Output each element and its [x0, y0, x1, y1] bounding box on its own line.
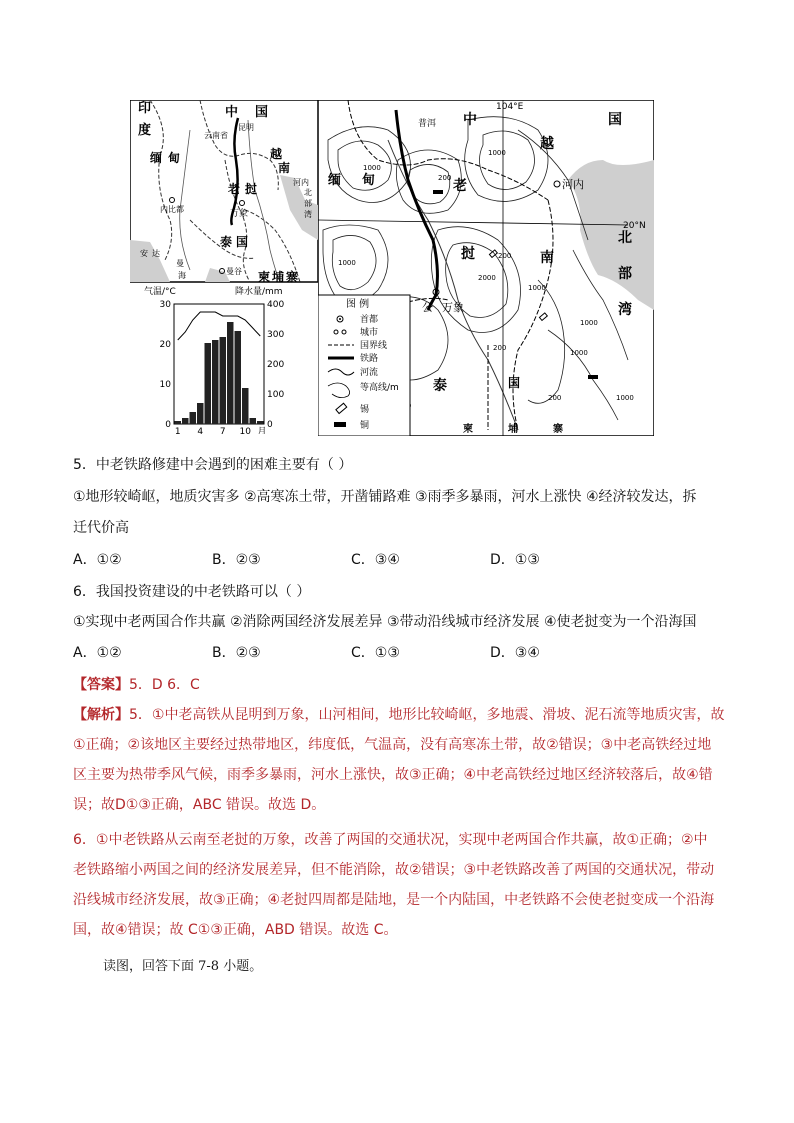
country-label: 泰: [220, 235, 233, 249]
country-label: 埔: [508, 424, 518, 435]
city-label: 河内: [562, 178, 584, 191]
answer-line: [73, 675, 200, 695]
contour-label: 1000: [570, 349, 588, 357]
question-5-options: [73, 550, 629, 570]
contour-label: 1000: [338, 259, 356, 267]
contour-label: 1000: [363, 164, 381, 172]
precip-bar: [205, 343, 212, 424]
left-axis-title: 气温/°C: [144, 287, 176, 297]
x-tick-label: 10: [239, 427, 251, 434]
analysis-label: 【解析】: [73, 707, 129, 723]
city-label: 普洱: [418, 119, 437, 129]
place-label: 海: [178, 271, 186, 280]
legend-item: 首都: [360, 315, 379, 325]
precip-bar: [190, 412, 197, 424]
country-label: 度: [138, 123, 152, 138]
precip-bar: [220, 337, 227, 424]
gulf-label: 北: [618, 230, 632, 246]
country-label: 国: [508, 376, 521, 390]
country-label: 柬: [463, 424, 473, 435]
left-tick-label: 10: [159, 380, 171, 390]
legend-item: 河流: [360, 368, 379, 378]
legend-item: 铜: [360, 421, 370, 431]
place-label: 内比都: [160, 205, 184, 214]
option-c: C．③④: [351, 552, 400, 568]
x-tick-label: 4: [197, 427, 204, 434]
place-label: 湾: [304, 210, 312, 219]
legend-copper-symbol: [334, 422, 346, 427]
place-label: 曼谷: [226, 267, 242, 276]
option-c: C．①③: [351, 645, 400, 661]
country-label: 越: [540, 136, 554, 152]
x-tick-label: 7: [219, 427, 226, 434]
analysis-text: 5．①中老高铁从昆明到万象，山河相间，地形比较崎岖，多地震、滑坡、泥石流等地质灾害，故: [129, 707, 725, 723]
country-label: 甸: [362, 173, 376, 188]
right-tick-label: 300: [267, 330, 285, 340]
analysis-line: 6．①中老铁路从云南至老挝的万象，改善了两国的交通状况，实现中老两国合作共赢，故①正确；②中: [73, 832, 708, 848]
precip-bar: [175, 421, 182, 424]
country-label: 中: [463, 112, 477, 128]
country-label: 南: [540, 250, 554, 266]
precip-bar: [227, 322, 234, 424]
question-5-stem: 5．中老铁路修建中会遇到的困难主要有（ ）: [73, 457, 353, 473]
place-label: 河内: [293, 178, 309, 187]
contour-label: 2000: [478, 274, 496, 282]
question-5-statements: ①地形较崎岖，地质灾害多 ②高寒冻土带，开凿铺路难 ③雨季多暴雨，河水上涨快 ④经济较发达，拆: [73, 489, 697, 505]
country-label: 国: [608, 112, 622, 128]
legend-item: 铁路: [360, 354, 379, 364]
precip-bar: [182, 418, 189, 424]
right-tick-label: 100: [267, 390, 285, 400]
left-tick-label: 20: [159, 340, 171, 350]
country-label: 缅: [328, 173, 342, 188]
precip-bar: [242, 388, 249, 424]
copper-marker: [588, 375, 598, 379]
contour-label: 200: [548, 394, 562, 402]
country-label: 柬: [258, 270, 271, 284]
climate-chart: [140, 286, 290, 434]
contour-label: 1000: [488, 149, 506, 157]
analysis-line: 误；故D①③正确，ABC 错误。故选 D。: [73, 797, 326, 813]
place-label: 云南省: [204, 131, 228, 140]
country-label: 缅: [150, 151, 163, 165]
option-b: B．②③: [212, 552, 261, 568]
right-tick-label: 200: [267, 360, 285, 370]
option-a: A．①②: [73, 552, 122, 568]
place-label: 万象: [230, 209, 249, 219]
analysis-line: 沿线城市经济发展，故③正确；④老挝四周都是陆地，是一个内陆国，中老铁路不会使老挝变成一个沿海: [73, 892, 715, 908]
contour-label: 200: [438, 174, 452, 182]
answer-text: 5．D 6．C: [129, 677, 200, 693]
city-label: 万象: [442, 301, 464, 314]
analysis-line: 老铁路缩小两国之间的经济发展差异，但不能消除，故②错误；③中老铁路改善了两国的交通状况，带动: [73, 862, 715, 878]
country-label: 寨: [286, 270, 299, 284]
option-a: A．①②: [73, 645, 122, 661]
right-tick-label: 0: [267, 420, 273, 430]
terrain-map: [318, 100, 654, 436]
country-label: 越: [270, 147, 283, 161]
country-label: 埔: [272, 270, 285, 284]
precip-bar: [250, 418, 257, 424]
gulf-label: 部: [618, 266, 632, 282]
precip-bar: [212, 340, 219, 424]
question-6-stem: 6．我国投资建设的中老铁路可以（ ）: [73, 584, 311, 600]
x-tick-label: 月: [257, 427, 267, 434]
country-label: 甸: [168, 151, 181, 165]
country-label: 挝: [245, 182, 258, 196]
analysis-q6: [73, 825, 728, 945]
analysis-line: 区主要为热带季风气候，雨季多暴雨，河水上涨快，故③正确；④中老高铁经过地区经济较落后，故④错: [73, 767, 713, 783]
option-d: D．③④: [490, 645, 540, 661]
map-legend: [318, 295, 410, 436]
question-6-options: [73, 643, 629, 663]
place-label: 安: [140, 249, 148, 258]
gulf-label: 湾: [618, 302, 632, 318]
place-label: 曼: [176, 259, 184, 268]
country-label: 国: [236, 235, 249, 249]
option-d: D．①③: [490, 552, 540, 568]
analysis-q5: [73, 700, 728, 820]
place-label: 达: [152, 249, 160, 258]
country-label: 国: [255, 105, 269, 120]
contour-label: 200: [498, 252, 512, 260]
analysis-line: 国，故④错误；故 C①③正确，ABD 错误。故选 C。: [73, 922, 398, 938]
precip-bar: [235, 331, 242, 424]
country-label: 南: [278, 161, 291, 175]
legend-item: 锡: [360, 405, 370, 415]
legend-item: 等高线/m: [360, 383, 399, 393]
country-label: 老: [228, 182, 241, 196]
longitude-label: 104°E: [496, 102, 524, 112]
place-label: 昆明: [238, 123, 254, 132]
country-label: 泰: [433, 378, 447, 394]
answer-label: 【答案】: [73, 677, 129, 693]
contour-label: 200: [493, 344, 507, 352]
contour-label: 1000: [580, 319, 598, 327]
contour-label: 1000: [528, 284, 546, 292]
legend-capital-symbol-dot: [339, 318, 341, 320]
legend-title: 图 例: [346, 299, 370, 310]
right-tick-label: 400: [267, 300, 285, 310]
contour-label: 1000: [616, 394, 634, 402]
left-tick-label: 0: [165, 420, 171, 430]
city-label: 公: [422, 301, 433, 314]
x-tick-label: 1: [174, 427, 181, 434]
question-6-statements: ①实现中老两国合作共赢 ②消除两国经济发展差异 ③带动沿线城市经济发展 ④使老挝变为一个沿海国: [73, 614, 697, 630]
legend-item: 城市: [360, 328, 379, 338]
analysis-line: [73, 700, 728, 730]
legend-item: 国界线: [360, 341, 388, 351]
plot-frame: [174, 304, 264, 424]
copper-marker: [433, 190, 443, 194]
left-tick-label: 30: [159, 300, 171, 310]
option-b: B．②③: [212, 645, 261, 661]
country-label: 中: [225, 105, 239, 120]
country-label: 寨: [553, 424, 563, 435]
next-instruction: 读图，回答下面 7-8 小题。: [103, 959, 263, 974]
precip-bar: [257, 421, 264, 424]
place-label: 部: [304, 199, 312, 208]
temperature-line: [178, 312, 261, 340]
place-label: 北: [304, 188, 312, 197]
country-label: 老: [453, 178, 467, 194]
country-label: 印: [138, 101, 152, 116]
latitude-label: 20°N: [623, 221, 646, 231]
precip-bar: [197, 403, 204, 424]
analysis-line: ①正确；②该地区主要经过热带地区，纬度低，气温高，没有高寒冻土带，故②错误；③中老高铁经过地: [73, 737, 712, 753]
country-label: 挝: [461, 246, 475, 262]
right-axis-title: 降水量/mm: [235, 287, 283, 297]
question-5-statements-cont: 迁代价高: [73, 520, 129, 536]
